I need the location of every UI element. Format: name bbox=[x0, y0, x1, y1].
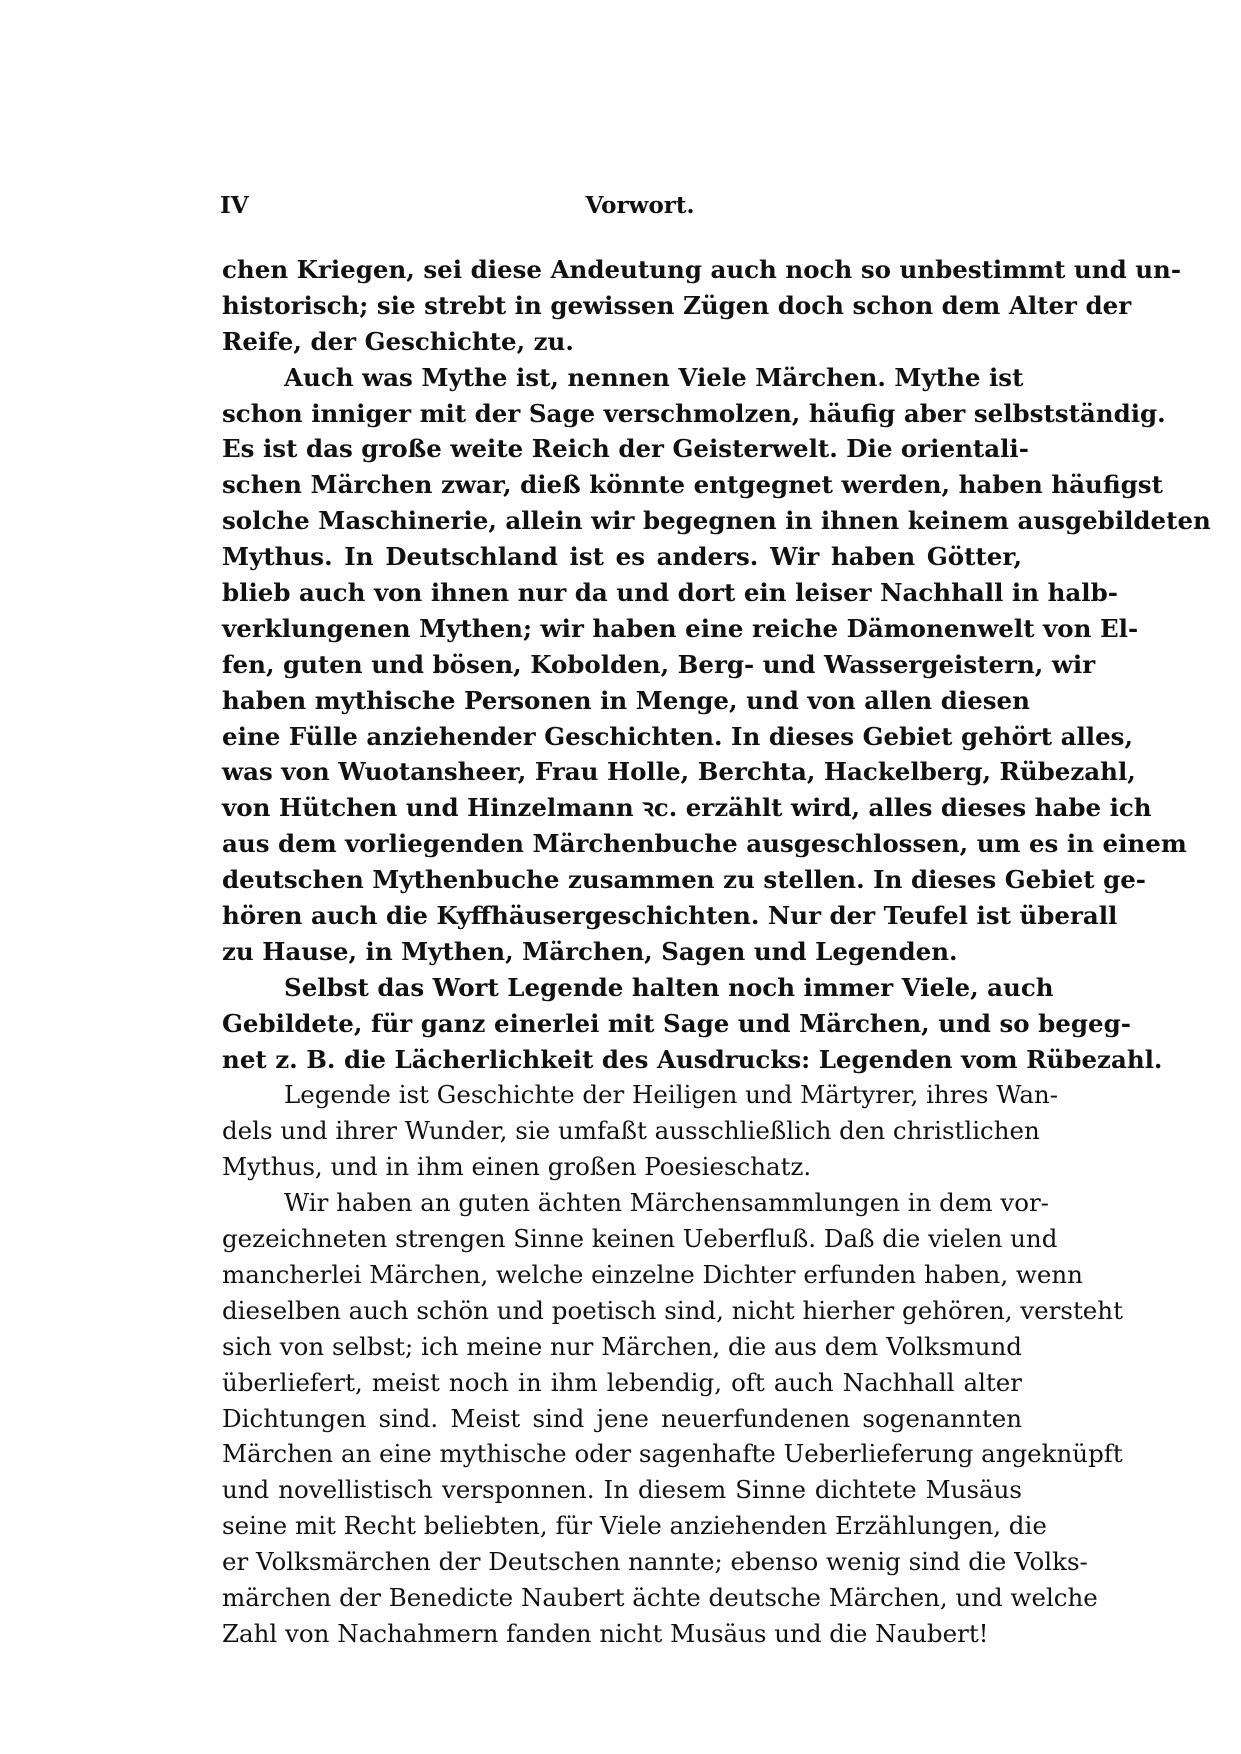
text-line: dieselben auch schön und poetisch sind, nicht hierher gehören, versteht bbox=[222, 1295, 1123, 1325]
text-line: märchen der Benedicte Naubert ächte deutsche Märchen, und welche bbox=[222, 1582, 1098, 1612]
text-line: und novellistisch versponnen. In diesem Sinne dichtete Musäus bbox=[222, 1475, 1022, 1505]
text-line: net z. B. die Lächerlichkeit des Ausdrucks: Legenden vom Rübezahl. bbox=[222, 1044, 1163, 1074]
text-line: überliefert, meist noch in ihm lebendig, oft auch Nachhall alter bbox=[222, 1367, 1022, 1397]
text-line: chen Kriegen, sei diese Andeutung auch noch so unbestimmt und un- bbox=[222, 255, 1182, 284]
text-line: Wir haben an guten ächten Märchensammlungen in dem vor- bbox=[284, 1188, 1049, 1218]
text-line: schon inniger mit der Sage verschmolzen, häufig aber selbstständig. bbox=[222, 398, 1166, 428]
paragraph bbox=[222, 360, 1211, 970]
text-line: deutschen Mythenbuche zusammen zu stellen. In dieses Gebiet ge- bbox=[222, 865, 1146, 895]
text-line: haben mythische Personen in Menge, und von allen diesen bbox=[222, 685, 1030, 715]
text-line: hören auch die Kyffhäusergeschichten. Nur der Teufel ist überall bbox=[222, 901, 1118, 931]
text-line: von Hütchen und Hinzelmann ꝛc. erzählt wird, alles dieses habe ich bbox=[222, 793, 1152, 823]
text-line: sich von selbst; ich meine nur Märchen, die aus dem Volksmund bbox=[222, 1331, 1022, 1361]
text-line: zu Hause, in Mythen, Märchen, Sagen und Legenden. bbox=[222, 936, 958, 966]
paragraph bbox=[222, 1185, 1123, 1652]
text-line: Mythus, und in ihm einen großen Poesieschatz. bbox=[222, 1152, 812, 1182]
text-line: mancherlei Märchen, welche einzelne Dichter erfunden haben, wenn bbox=[222, 1259, 1083, 1289]
text-line: Mythus. In Deutschland ist es anders. Wir haben Götter, bbox=[222, 542, 1022, 572]
text-line: Gebildete, für ganz einerlei mit Sage und Märchen, und so begeg- bbox=[222, 1008, 1131, 1038]
text-line: dels und ihrer Wunder, sie umfaßt ausschließlich den christlichen bbox=[222, 1116, 1040, 1146]
text-line: er Volksmärchen der Deutschen nannte; ebenso wenig sind die Volks- bbox=[222, 1547, 1088, 1577]
text-line: Dichtungen sind. Meist sind jene neuerfundenen sogenannten bbox=[222, 1403, 1022, 1433]
text-line: Legende ist Geschichte der Heiligen und Märtyrer, ihres Wan- bbox=[284, 1080, 1058, 1110]
text-line: fen, guten und bösen, Kobolden, Berg- und Wassergeistern, wir bbox=[222, 649, 1096, 679]
text-line: verklungenen Mythen; wir haben eine reiche Dämonenwelt von El- bbox=[222, 613, 1139, 643]
text-line: Es ist das große weite Reich der Geisterwelt. Die orientali- bbox=[222, 434, 1029, 464]
body-text bbox=[222, 252, 1211, 1652]
page-header bbox=[220, 192, 1020, 226]
text-line: Selbst das Wort Legende halten noch immer Viele, auch bbox=[284, 972, 1054, 1002]
text-line: blieb auch von ihnen nur da und dort ein leiser Nachhall in halb- bbox=[222, 578, 1118, 608]
running-title: Vorwort. bbox=[585, 192, 695, 219]
text-line: Märchen an eine mythische oder sagenhafte Ueberlieferung angeknüpft bbox=[222, 1439, 1123, 1469]
text-line: Zahl von Nachahmern fanden nicht Musäus und die Naubert! bbox=[222, 1618, 989, 1648]
text-line: historisch; sie strebt in gewissen Zügen doch schon dem Alter der bbox=[222, 290, 1132, 320]
text-line: aus dem vorliegenden Märchenbuche ausgeschlossen, um es in einem bbox=[222, 829, 1187, 859]
paragraph bbox=[222, 970, 1163, 1078]
paragraph bbox=[222, 252, 1182, 360]
text-line: was von Wuotansheer, Frau Holle, Berchta, Hackelberg, Rübezahl, bbox=[222, 757, 1136, 787]
text-line: gezeichneten strengen Sinne keinen Ueberfluß. Daß die vielen und bbox=[222, 1224, 1058, 1254]
text-line: solche Maschinerie, allein wir begegnen in ihnen keinem ausgebildeten bbox=[222, 506, 1211, 536]
text-line: seine mit Recht beliebten, für Viele anziehenden Erzählungen, die bbox=[222, 1511, 1047, 1541]
text-line: Auch was Mythe ist, nennen Viele Märchen. Mythe ist bbox=[284, 362, 1024, 392]
text-line: Reife, der Geschichte, zu. bbox=[222, 326, 574, 356]
page-number: IV bbox=[220, 192, 249, 219]
text-line: schen Märchen zwar, dieß könnte entgegnet werden, haben häufigst bbox=[222, 470, 1163, 500]
paragraph bbox=[222, 1077, 1058, 1185]
text-line: eine Fülle anziehender Geschichten. In dieses Gebiet gehört alles, bbox=[222, 721, 1133, 751]
